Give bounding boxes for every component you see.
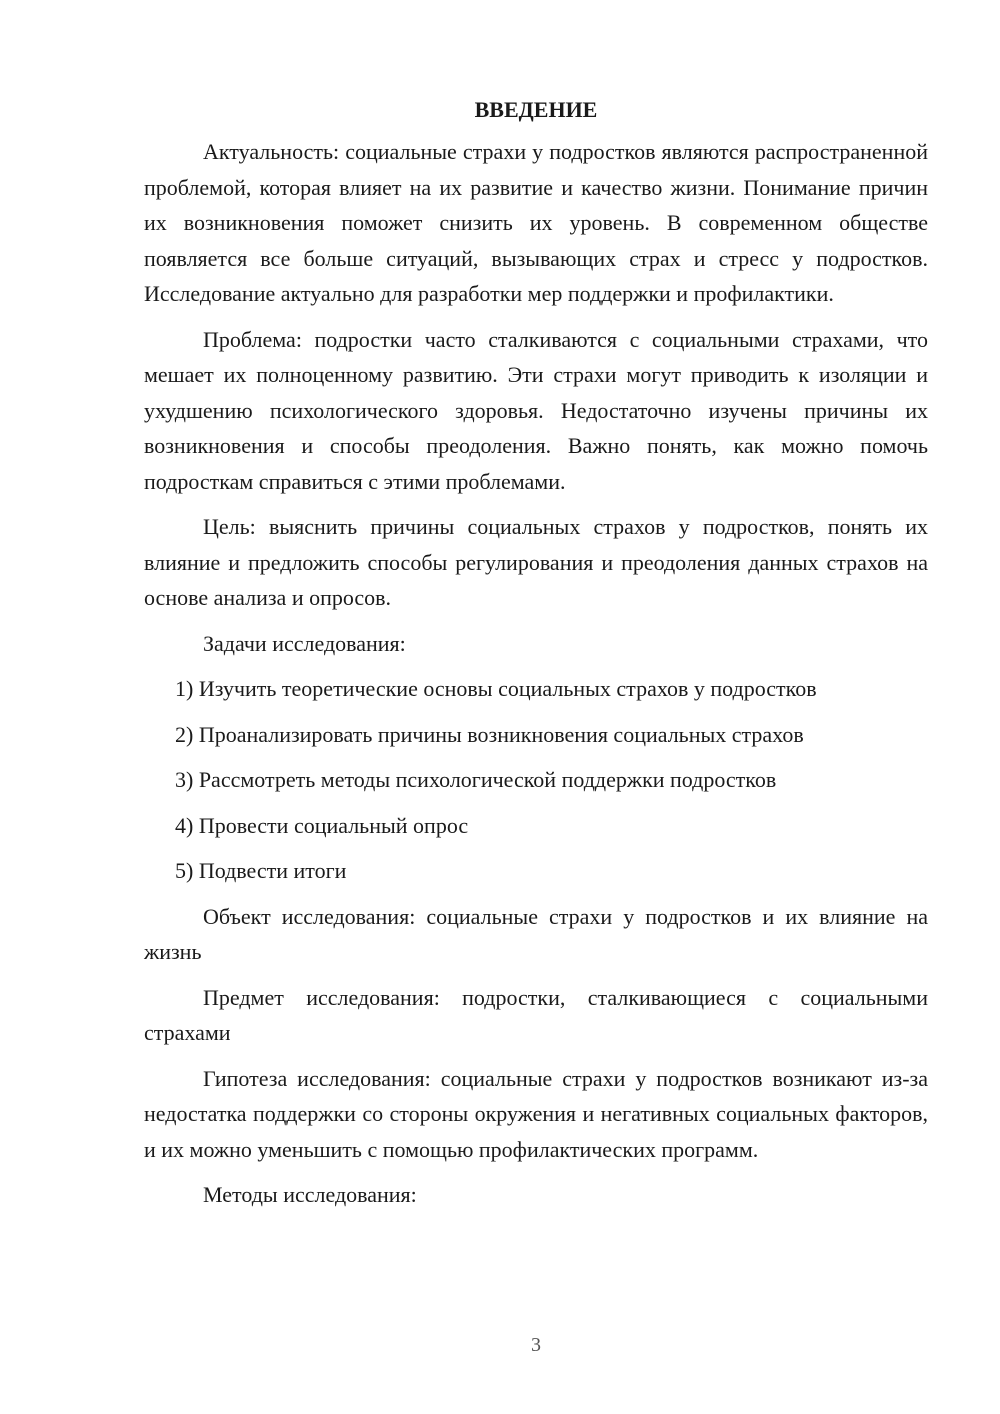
task-item-1: 1) Изучить теоретические основы социальных страхов у подростков [175,676,817,701]
problem-paragraph: Проблема: подростки часто сталкиваются с социальными страхами, что мешает их полноценному развитию. Эти страхи могут приводить к изоляции и ухудшению психологического здоровья. Недостаточно изучены причины их возникновения и способы преодоления. Важно понять, как можно помочь подросткам справиться с этими проблемами. [144,326,928,494]
methods-heading: Методы исследования: [203,1182,417,1207]
task-item-4: 4) Провести социальный опрос [175,812,469,838]
page-number: 3 [531,1334,541,1356]
task-item-5: 5) Подвести итоги [175,858,347,883]
task-item-3: 3) Рассмотреть методы психологической поддержки подростков [175,767,777,792]
hypothesis-paragraph: Гипотеза исследования: социальные страхи у подростков возникают из-за недостатка поддержки со стороны окружения и негативных социальных факторов, и их можно уменьшить с помощью профилактических программ. [144,1065,928,1162]
document-title: ВВЕДЕНИЕ [474,97,598,122]
object-paragraph: Объект исследования: социальные страхи у подростков и их влияние на жизнь [144,903,928,964]
subject-paragraph: Предмет исследования: подростки, сталкивающиеся с социальными страхами [144,984,928,1045]
relevance-paragraph: Актуальность: социальные страхи у подростков являются распространенной проблемой, которая влияет на их развитие и качество жизни. Понимание причин их возникновения поможет снизить их уровень. В современном обществе появляется все больше ситуаций, вызывающих страх и стресс у подростков. Исследование актуально для разработки мер поддержки и профилактики. [144,139,928,306]
tasks-heading: Задачи исследования: [203,630,406,656]
goal-paragraph: Цель: выяснить причины социальных страхов у подростков, понять их влияние и предложить способы регулирования и преодоления данных страхов на основе анализа и опросов. [144,514,928,610]
tasks-list [144,671,928,889]
document-page [144,92,928,1223]
task-item-2: 2) Проанализировать причины возникновения социальных страхов [175,721,804,747]
